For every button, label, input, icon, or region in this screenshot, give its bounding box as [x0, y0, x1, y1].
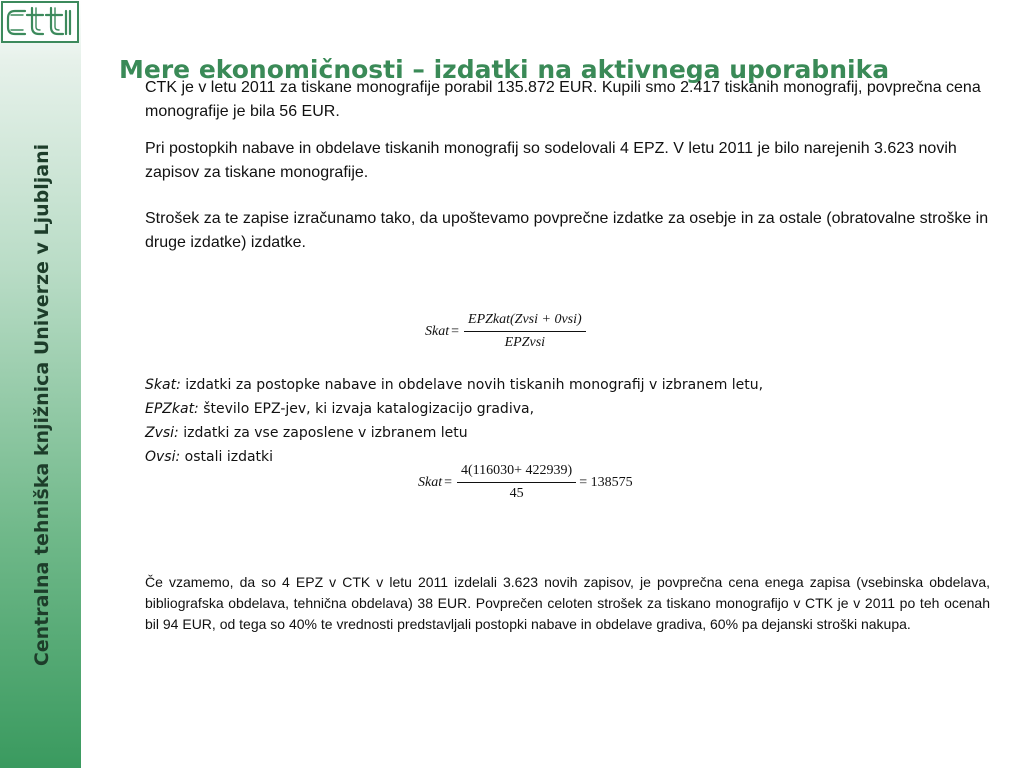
definition-text: izdatki za vse zaposlene v izbranem letu: [178, 425, 468, 441]
definition-epzkat: [145, 397, 905, 421]
formula-equals: =: [451, 323, 460, 339]
institution-name: Centralna tehniška knjižnica Univerze v Ljubljani: [31, 143, 53, 667]
formula-lhs: Skat: [425, 323, 450, 339]
formula-general: [425, 312, 589, 351]
formula-equals: =: [444, 474, 453, 490]
paragraph-conclusion: Če vzamemo, da so 4 EPZ v CTK v letu 2011 izdelali 3.623 novih zapisov, je povprečna cena enega zapisa (vsebinska obdelava, bibliografska obdelava, tehnična obdelava) 38 EUR. Povprečen celoten strošek za tiskano monografijo v CTK je v 2011 po teh ocenah bil 94 EUR, od tega so 40% te vrednosti predstavljali postopki nabave in obdelave gradiva, 60% pa dejanski stroški nakupa.: [145, 574, 990, 632]
formula-fraction: [457, 463, 576, 502]
formula-denominator: 45: [509, 486, 524, 501]
formula-numerator: 4(116030+ 422939): [457, 463, 576, 483]
definition-skat: [145, 373, 905, 397]
formula-denominator: EPZvsi: [504, 335, 546, 350]
definition-text: število EPZ-jev, ki izvaja katalogizacijo gradiva,: [198, 401, 535, 417]
definition-term: Zvsi:: [145, 425, 179, 441]
definitions-list: [145, 373, 905, 469]
formula-lhs: Skat: [418, 474, 443, 490]
ctk-logo: [1, 1, 79, 43]
formula-fraction: [464, 312, 586, 351]
paragraph-cost-method: Strošek za te zapise izračunamo tako, da upoštevamo povprečne izdatke za osebje in za ostale (obratovalne stroške in druge izdatke) izdatke.: [145, 210, 989, 251]
slide-title: Mere ekonomičnosti – izdatki na aktivnega uporabnika: [119, 55, 890, 84]
definition-term: Skat:: [145, 377, 181, 393]
ctk-logo-mark: [3, 3, 77, 41]
definition-term: EPZkat:: [145, 401, 199, 417]
definition-text: izdatki za postopke nabave in obdelave novih tiskanih monografij v izbranem letu,: [180, 377, 764, 393]
definition-term: Ovsi:: [145, 449, 181, 465]
paragraph-records: Pri postopkih nabave in obdelave tiskanih monografij so sodelovali 4 EPZ. V letu 2011 je bilo narejenih 3.623 novih zapisov za tiskane monografije.: [145, 140, 957, 181]
definition-zvsi: [145, 421, 905, 445]
formula-numerator: EPZkat(Zvsi + 0vsi): [464, 312, 586, 332]
sidebar: [0, 0, 81, 768]
paragraph-purchase: CTK je v letu 2011 za tiskane monografije porabil 135.872 EUR. Kupili smo 2.417 tiskanih monografij, povprečna cena monografije je bila 56 EUR.: [145, 79, 981, 120]
definition-text: ostali izdatki: [180, 449, 274, 465]
formula-computed: [418, 463, 633, 502]
formula-result: = 138575: [579, 474, 633, 490]
